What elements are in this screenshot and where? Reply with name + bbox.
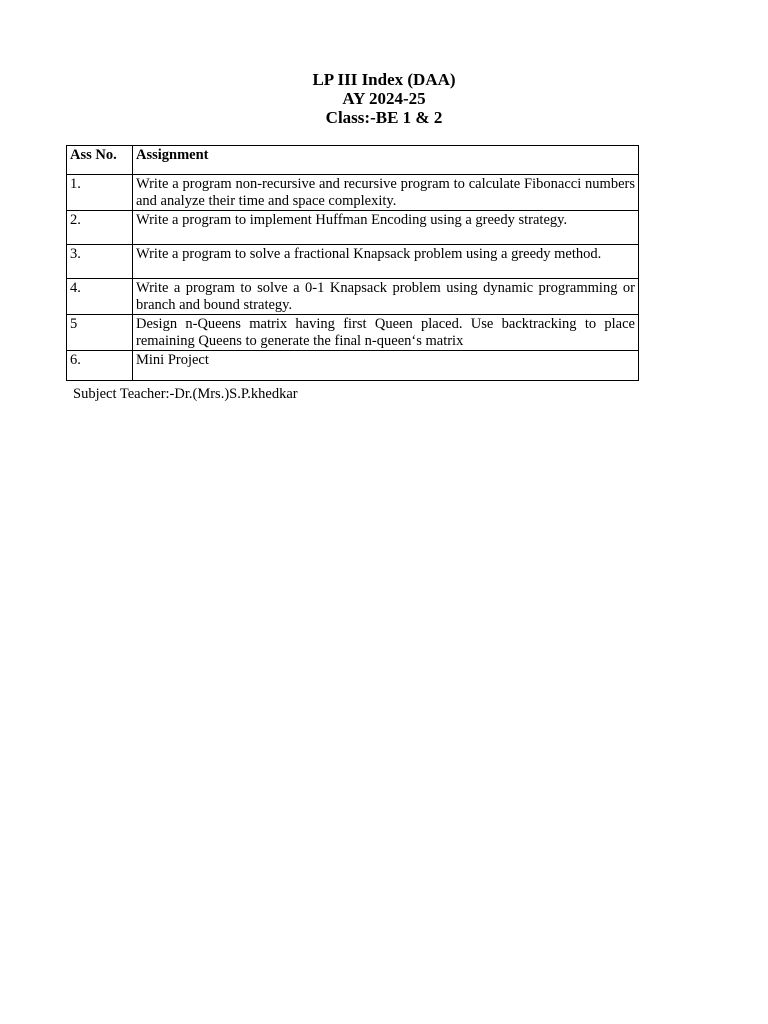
assignment-description: Write a program to solve a 0-1 Knapsack problem using dynamic programming or branch and bound strategy.: [133, 279, 639, 315]
academic-year: AY 2024-25: [342, 89, 426, 108]
assignment-number: 4.: [67, 279, 133, 315]
document-title: LP III Index (DAA): [312, 70, 456, 89]
table-row: [67, 211, 639, 245]
document-header: [0, 70, 768, 127]
assignment-description: Mini Project: [133, 351, 639, 381]
assignment-number: 1.: [67, 175, 133, 211]
table-row: [67, 279, 639, 315]
table-header-row: [67, 146, 639, 175]
table-row: [67, 175, 639, 211]
assignment-index-table: [66, 145, 639, 381]
assignment-description: Write a program to implement Huffman Encoding using a greedy strategy.: [133, 211, 639, 245]
assignment-description: Design n-Queens matrix having first Queen placed. Use backtracking to place remaining Queens to generate the final n-queen‘s matrix: [133, 315, 639, 351]
assignment-description: Write a program non-recursive and recursive program to calculate Fibonacci numbers and analyze their time and space complexity.: [133, 175, 639, 211]
assignment-number: 3.: [67, 245, 133, 279]
table-row: [67, 315, 639, 351]
subject-teacher: Subject Teacher:-Dr.(Mrs.)S.P.khedkar: [73, 386, 298, 402]
assignment-number: 6.: [67, 351, 133, 381]
assignment-description: Write a program to solve a fractional Knapsack problem using a greedy method.: [133, 245, 639, 279]
assignment-number: 5: [67, 315, 133, 351]
header-ass-no: Ass No.: [67, 146, 133, 175]
assignment-number: 2.: [67, 211, 133, 245]
table-row: [67, 351, 639, 381]
header-assignment: Assignment: [133, 146, 639, 175]
class-label: Class:-BE 1 & 2: [325, 108, 443, 127]
table-row: [67, 245, 639, 279]
